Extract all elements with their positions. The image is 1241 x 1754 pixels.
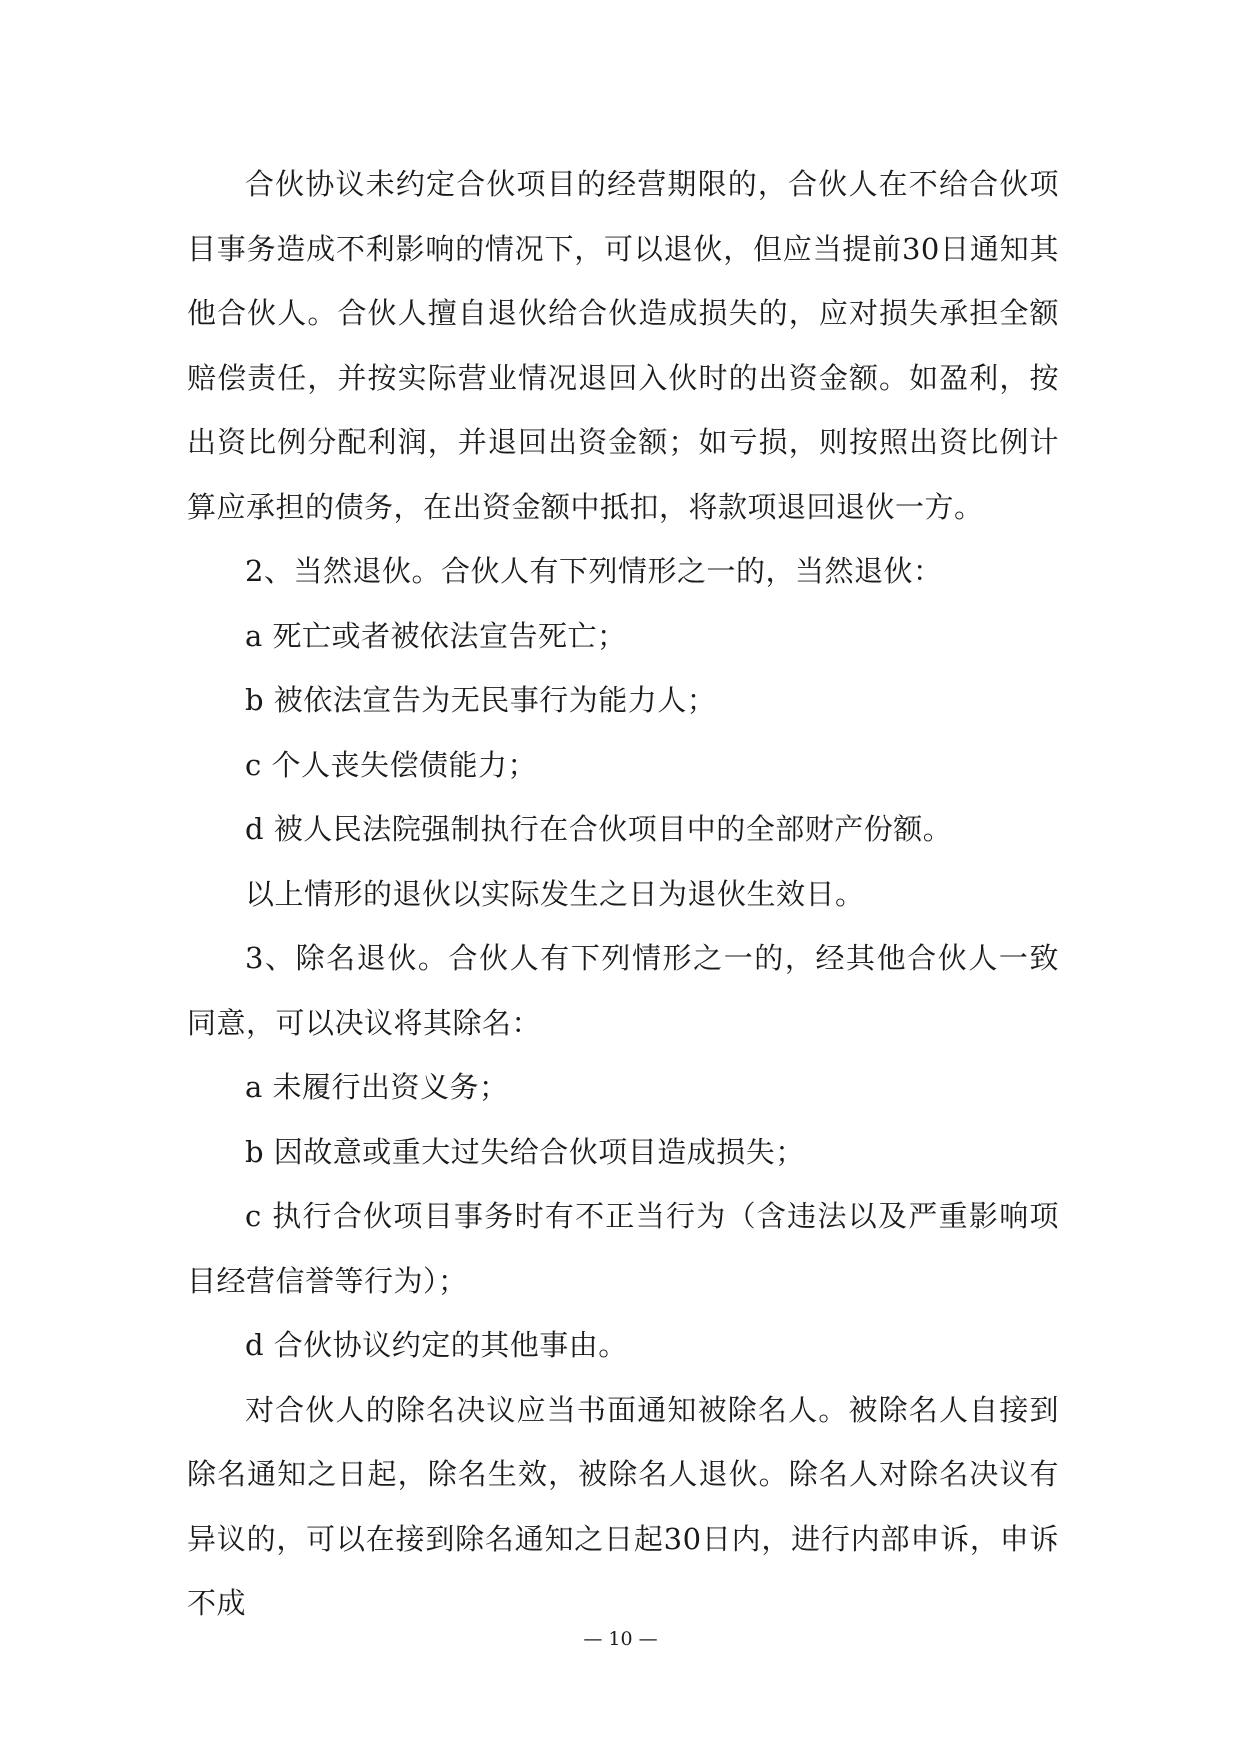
list-item-b-negligence: b 因故意或重大过失给合伙项目造成损失； bbox=[245, 1134, 805, 1169]
paragraph-expulsion-notice: 对合伙人的除名决议应当书面通知被除名人。被除名人自接到除名通知之日起，除名生效，被除名人退伙。除名人对除名决议有异议的，可以在接到除名通知之日起30日内，进行内部申诉，申诉不成 bbox=[187, 1392, 1059, 1620]
list-item-a-death: a 死亡或者被依法宣告死亡； bbox=[245, 618, 627, 653]
paragraph-automatic-withdrawal: 2、当然退伙。合伙人有下列情形之一的，当然退伙： bbox=[245, 554, 943, 588]
list-item-c-misconduct: c 执行合伙项目事务时有不正当行为（含违法以及严重影响项目经营信誉等行为）； bbox=[187, 1199, 1059, 1298]
paragraph-expulsion: 3、除名退伙。合伙人有下列情形之一的，经其他合伙人一致同意，可以决议将其除名： bbox=[187, 941, 1059, 1040]
list-item-c-insolvency: c 个人丧失偿债能力； bbox=[245, 747, 537, 782]
list-item-d-enforcement: d 被人民法院强制执行在合伙项目中的全部财产份额。 bbox=[245, 812, 953, 846]
list-item-b-incapacity: b 被依法宣告为无民事行为能力人； bbox=[245, 683, 717, 717]
paragraph-withdrawal-no-term: 合伙协议未约定合伙项目的经营期限的，合伙人在不给合伙项目事务造成不利影响的情况下，可以退伙，但应当提前30日通知其他合伙人。合伙人擅自退伙给合伙造成损失的，应对损失承担全额赔偿责任，并按实际营业情况退回入伙时的出资金额。如盈利，按出资比例分配利润，并退回出资金额；如亏损，则按照出资比例计算应承担的债务，在出资金额中抵扣，将款项退回退伙一方。 bbox=[187, 167, 1059, 524]
list-item-d-other: d 合伙协议约定的其他事由。 bbox=[245, 1328, 628, 1362]
list-item-a-no-contribution: a 未履行出资义务； bbox=[245, 1070, 509, 1104]
document-body bbox=[187, 152, 1059, 1636]
paragraph-effective-date: 以上情形的退伙以实际发生之日为退伙生效日。 bbox=[245, 876, 865, 911]
page-number: — 10 — bbox=[583, 1628, 658, 1650]
